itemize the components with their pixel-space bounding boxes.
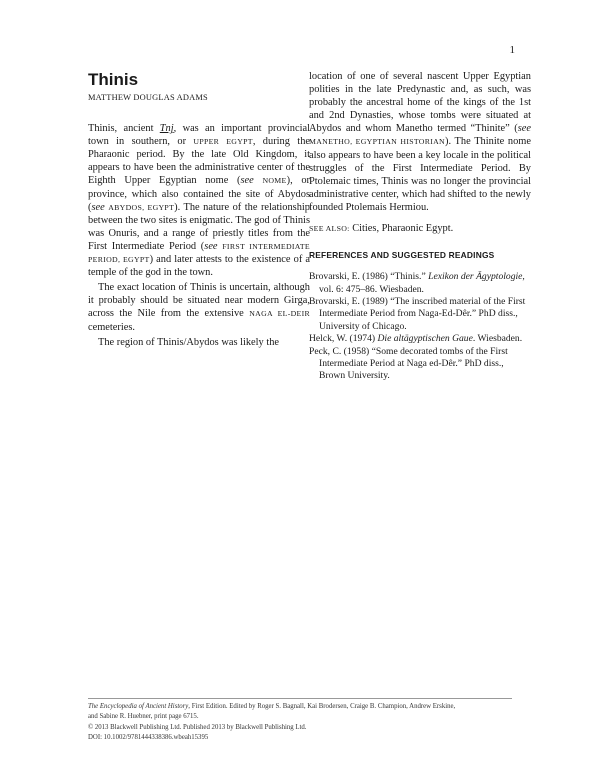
- paragraph-region: The region of Thinis/Abydos was likely the: [98, 336, 280, 348]
- see-also-label: SEE ALSO:: [309, 224, 350, 234]
- cross-ref-abydos[interactable]: ABYDOS, EGYPT: [108, 202, 175, 212]
- see-also: [309, 222, 531, 235]
- paragraph-location: The exact location of Thinis is uncertain, although it probably should be situated near modern Girga, across the Nile from the extensive NAGA EL-DEIR cemeteries.: [88, 282, 310, 333]
- article-author: MATTHEW DOUGLAS ADAMS: [88, 93, 208, 102]
- footer-editors: and Sabine R. Huebner, print page 6715.: [88, 713, 199, 721]
- reference-item: Peck, C. (1958) “Some decorated tombs of the First Intermediate Period at Naga ed-Dêr.” PhD diss., Brown University.: [309, 345, 508, 382]
- footer-doi: DOI: 10.1002/9781444338386.wbeah15395: [88, 734, 209, 742]
- cross-ref-upper-egypt[interactable]: UPPER EGYPT: [193, 137, 253, 147]
- paragraph-intro: Thinis, ancient Tnj, was an important provincial town in southern, or UPPER EGYPT, during the Pharaonic period. By the late Old Kingdom, it appears to have been the administrative center of the Eighth Upper Egyptian nome (see NOME), or province, which also contained the site of Abydos (see ABYDOS, EGYPT). The nature of the relationship between the two sites is enigmatic. The god of Thinis was Onuris, and a range of priestly titles from the First Intermediate Period (see FIRST INTERMEDIATE PERIOD, EGYPT) and later attests to the existence of a temple of the god in the town.: [88, 123, 311, 279]
- egyptian-name: Tnj: [159, 123, 174, 135]
- left-column: [88, 70, 310, 349]
- page-number: 1: [509, 44, 515, 56]
- cross-ref-nome[interactable]: NOME: [262, 176, 287, 186]
- reference-item: Brovarski, E. (1989) “The inscribed material of the First Intermediate Period from Naga-Ed-Dêr.” PhD diss., University of Chicago.: [309, 296, 526, 332]
- paragraph-region-continued: location of one of several nascent Upper Egyptian polities in the late Predynastic and, as such, was probably the ancestral home of the kings of the 1st and 2nd Dynasties, whose tombs were situated at Abydos and whom Manetho termed “Thinite” (see MANETHO, EGYPTIAN HISTORIAN). The Thinite nome also appears to have been a key locale in the political struggles of the First Intermediate Period. By Ptolemaic times, Thinis was no longer the provincial administrative center, which had shifted to the newly founded Ptolemais Hermiou.: [309, 71, 531, 213]
- reference-item: Brovarski, E. (1986) “Thinis.” Lexikon der Ägyptologie, vol. 6: 475–86. Wiesbaden.: [309, 271, 525, 295]
- see-also-links[interactable]: Cities, Pharaonic Egypt.: [349, 223, 454, 235]
- cross-ref-naga-el-deir[interactable]: NAGA EL-DEIR: [249, 309, 310, 319]
- footer-copyright: © 2013 Blackwell Publishing Ltd. Published 2013 by Blackwell Publishing Ltd.: [88, 723, 307, 731]
- cross-ref-first-intermediate-period[interactable]: FIRST INTERMEDIATE PERIOD, EGYPT: [88, 241, 310, 265]
- article-title: Thinis: [88, 70, 139, 89]
- footer-citation: The Encyclopedia of Ancient History, First Edition. Edited by Roger S. Bagnall, Kai Brodersen, Craige B. Champion, Andrew Erskine,: [88, 703, 456, 710]
- reference-item: Helck, W. (1974) Die altägyptischen Gaue. Wiesbaden.: [309, 333, 523, 345]
- footer-divider: [88, 698, 512, 699]
- right-column: [309, 70, 531, 383]
- cross-ref-manetho[interactable]: MANETHO, EGYPTIAN HISTORIAN: [309, 137, 445, 147]
- references-heading: REFERENCES AND SUGGESTED READINGS: [309, 250, 495, 261]
- references-list: [309, 271, 531, 383]
- footer: [88, 702, 512, 744]
